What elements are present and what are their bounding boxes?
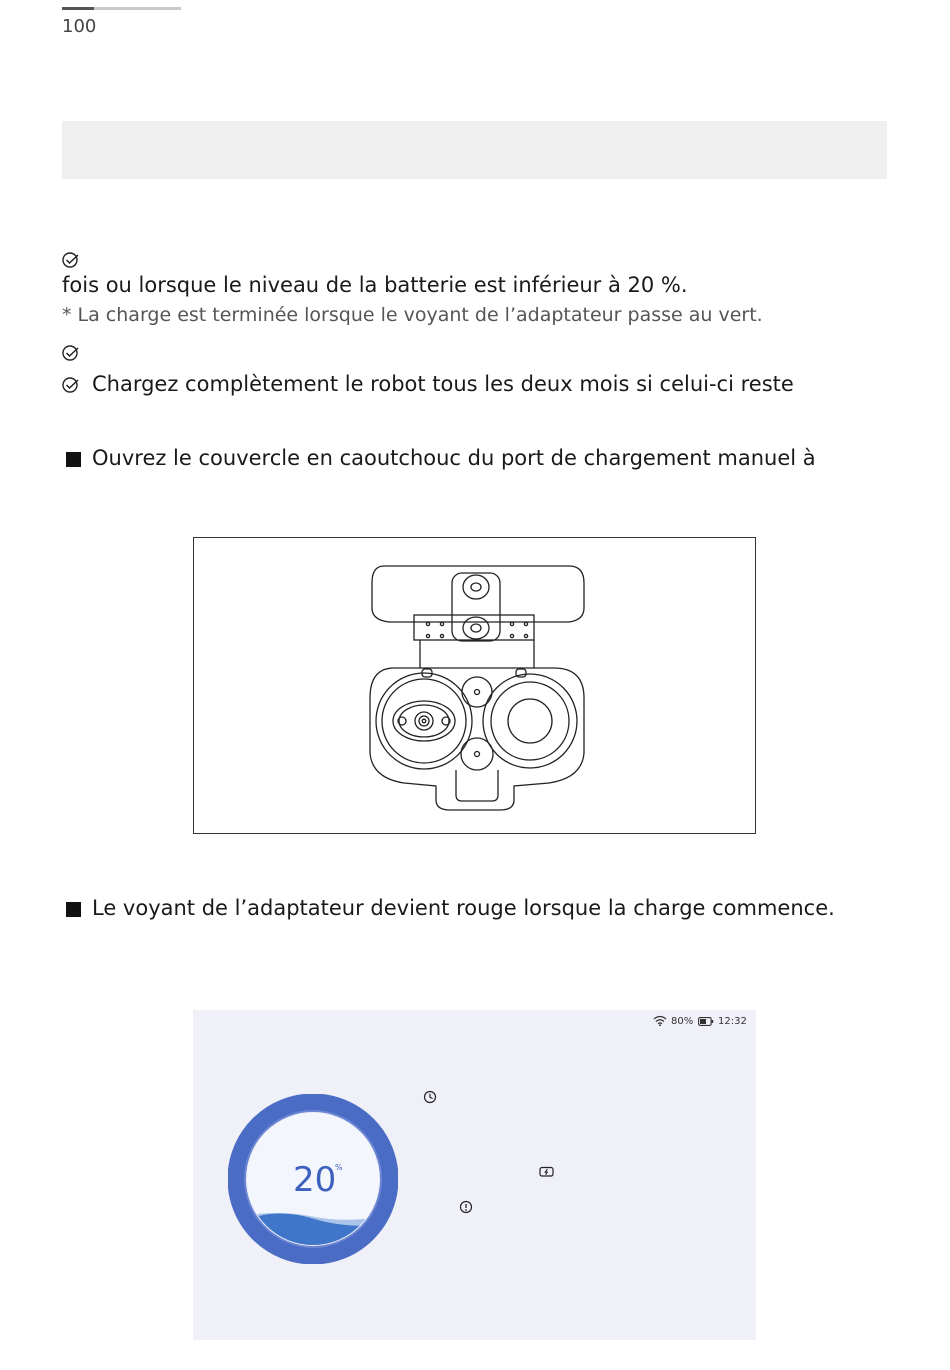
battery-percent-value: 20 — [293, 1160, 337, 1200]
clock-icon — [423, 1090, 437, 1104]
charging-port-illustration — [194, 538, 755, 833]
charging-port-figure — [193, 537, 756, 834]
charge-complete-note: * La charge est terminée lorsque le voyant de l’adaptateur passe au vert. — [62, 304, 763, 326]
page-progress-fill — [62, 7, 94, 10]
step-adapter-light: Le voyant de l’adaptateur devient rouge lorsque la charge commence. — [92, 896, 835, 920]
wifi-icon — [653, 1015, 667, 1026]
alert-icon — [459, 1200, 473, 1214]
bullet-square-icon — [66, 452, 81, 467]
section-header-band — [62, 121, 887, 179]
status-wifi-percent: 80% — [671, 1016, 694, 1027]
body-line-storage: Chargez complètement le robot tous les deux mois si celui-ci reste — [92, 372, 794, 396]
bullet-square-icon — [66, 902, 81, 917]
check-circle-icon — [62, 376, 80, 394]
charging-battery-icon — [539, 1166, 555, 1178]
battery-percent-unit: % — [335, 1163, 343, 1172]
check-circle-icon — [62, 251, 80, 269]
page-number: 100 — [62, 16, 97, 37]
check-circle-icon — [62, 344, 80, 362]
step-open-cover: Ouvrez le couvercle en caoutchouc du port de chargement manuel à — [92, 446, 816, 470]
body-line-battery: fois ou lorsque le niveau de la batterie est inférieur à 20 %. — [62, 273, 688, 297]
battery-status-icon — [698, 1017, 714, 1026]
status-time: 12:32 — [718, 1016, 747, 1027]
